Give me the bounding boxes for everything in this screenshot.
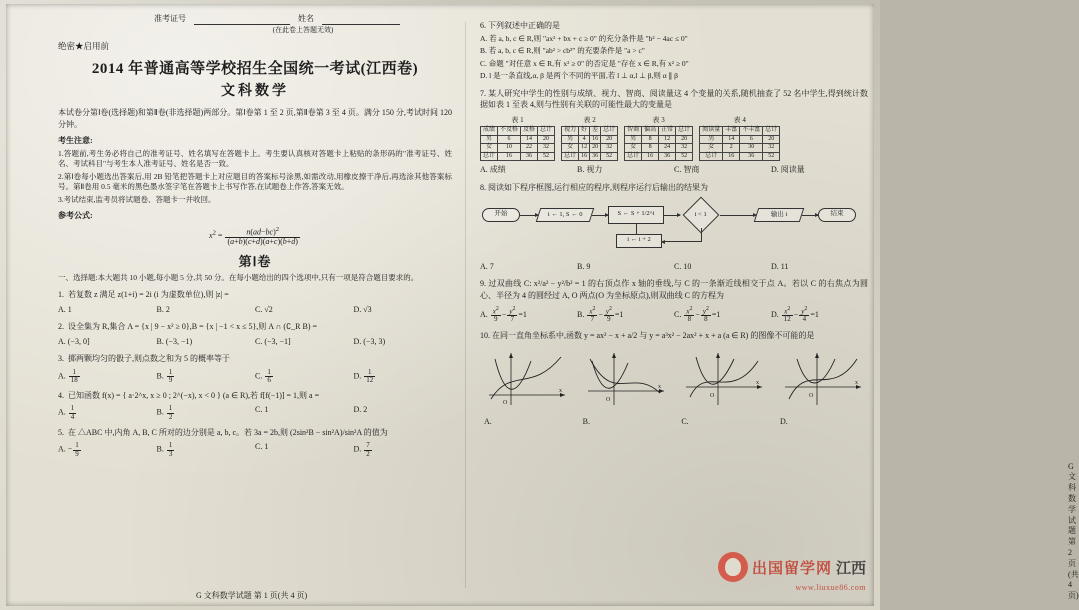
table-row bbox=[562, 135, 618, 144]
q4-option-b[interactable]: B. $\frac{1}{2}$ bbox=[156, 404, 173, 421]
cell: 6 bbox=[740, 135, 763, 144]
cell: 女 bbox=[625, 144, 642, 153]
q7-table-4-caption: 表 4 bbox=[733, 115, 746, 124]
cell: 52 bbox=[676, 152, 693, 161]
chuguo-logo-icon bbox=[718, 552, 748, 582]
question-8-options bbox=[480, 262, 868, 273]
cell: 6 bbox=[498, 135, 521, 144]
cell: 36 bbox=[590, 152, 601, 161]
exam-subject: 文科数学 bbox=[221, 84, 289, 100]
flow-increment-label: i ← i + 2 bbox=[627, 236, 651, 244]
q10-graph-b bbox=[580, 347, 670, 409]
question-3 bbox=[58, 353, 452, 364]
cell: 52 bbox=[538, 152, 555, 161]
cell: 32 bbox=[601, 144, 618, 153]
cell: 总计 bbox=[700, 152, 723, 161]
cell: 20 bbox=[763, 135, 780, 144]
cell: 视力 bbox=[562, 127, 579, 136]
q7-table-1-caption: 表 1 bbox=[511, 115, 524, 124]
question-9-options bbox=[480, 306, 868, 324]
q10-graph-c-wrap[interactable] bbox=[677, 347, 769, 427]
secret-notice: 绝密★启用前 bbox=[58, 41, 110, 52]
question-8-number: 8. bbox=[480, 183, 486, 193]
cell: 男 bbox=[562, 135, 579, 144]
question-4 bbox=[58, 390, 452, 401]
candidate-id-line bbox=[58, 14, 452, 25]
cell: 36 bbox=[659, 152, 676, 161]
watermark bbox=[718, 552, 866, 592]
question-4-text: 已知函数 f(x) = { a·2^x, x ≥ 0 ; 2^(−x), x < 0 } (a ∈ R),若 f[f(−1)] = 1,则 a = bbox=[68, 391, 320, 401]
section-one-instructions: 一、选择题:本大题共 10 小题,每小题 5 分,共 50 分。在每小题给出的四个选项中,只有一项是符合题目要求的。 bbox=[58, 272, 419, 282]
question-2-text: 设全集为 R,集合 A = {x | 9 − x² ≥ 0},B = {x | −1 < x ≤ 5},则 A ∩ (∁_R B) = bbox=[68, 322, 318, 332]
notice-item-2: 2.第Ⅰ卷每小题选出答案后,用 2B 铅笔把答题卡上对应题目的答案标号涂黑,如需改动,用橡皮擦干净后,再选涂其他答案标号。第Ⅱ卷用 0.5 毫米的黑色墨水签字笔在答题卡上书写作答,在试题卷上作答,答案无效。 bbox=[58, 171, 452, 192]
table-row bbox=[700, 135, 780, 144]
cell: 不丰富 bbox=[740, 127, 763, 136]
cell: 总计 bbox=[625, 152, 642, 161]
svg-text:O: O bbox=[808, 393, 814, 400]
q10-graph-options bbox=[480, 347, 868, 427]
q9-option-d[interactable]: D. $\frac{x^2}{12}$ − $\frac{y^2}{4}$ =1 bbox=[771, 305, 819, 324]
cell: 20 bbox=[538, 135, 555, 144]
q6-option-b[interactable]: B. 若 a, b, c ∈ R,则 "ab² > cb²" 的充要条件是 "a > c" bbox=[480, 46, 645, 56]
exam-no-label: 准考证号 bbox=[154, 14, 186, 24]
cell: 12 bbox=[579, 144, 590, 153]
question-10-text: 在同一直角坐标系中,函数 y = ax² − x + a/2 与 y = a³x² − 2ax² + x + a (a ∈ R) 的图像不可能的是 bbox=[492, 330, 815, 340]
q3-option-c[interactable]: C. $\frac{1}{6}$ bbox=[255, 367, 271, 384]
q5-option-a[interactable]: A. − $\frac{1}{9}$ bbox=[58, 441, 79, 458]
question-3-options bbox=[58, 369, 452, 385]
part-one-heading: 第Ⅰ卷 bbox=[238, 254, 272, 270]
notice-item-1: 1.答题前,考生务必将自己的准考证号、姓名填写在答题卡上。考生要认真核对答题卡上粘贴的条形码的"准考证号、姓名、考试科目"与考生本人准考证号、姓名是否一致。 bbox=[58, 148, 452, 169]
flow-arrow-3 bbox=[664, 215, 680, 216]
cell: 差 bbox=[590, 127, 601, 136]
cell: 52 bbox=[601, 152, 618, 161]
q10-graph-d bbox=[777, 347, 867, 409]
cell: 阅读量 bbox=[700, 127, 723, 136]
cell: 不及格 bbox=[498, 127, 521, 136]
table-row bbox=[625, 152, 693, 161]
q7-table-1-wrap bbox=[480, 116, 555, 161]
q10-graph-a bbox=[481, 347, 571, 409]
question-8-text: 阅读如下程序框图,运行相应的程序,则程序运行后输出的结果为 bbox=[488, 183, 708, 193]
cell: 总计 bbox=[601, 127, 618, 136]
cell: 32 bbox=[676, 144, 693, 153]
question-7-number: 7. bbox=[480, 88, 486, 98]
watermark-site: www.liuxue86.com bbox=[795, 583, 866, 592]
cell: 总计 bbox=[763, 127, 780, 136]
flow-condition-label: i < 1 bbox=[695, 210, 707, 218]
cell: 14 bbox=[723, 135, 740, 144]
cell: 2 bbox=[723, 144, 740, 153]
q7-table-3-wrap bbox=[624, 116, 693, 161]
table-row bbox=[700, 127, 780, 136]
cell: 16 bbox=[498, 152, 521, 161]
question-5-text: 在 △ABC 中,内角 A, B, C 所对的边分别是 a, b, c。若 3a = 2b,则 (2sin²B − sin²A)/sin²A 的值为 bbox=[68, 428, 388, 438]
right-page-column bbox=[468, 4, 1079, 606]
q7-table-1 bbox=[480, 126, 555, 161]
cell: 丰富 bbox=[723, 127, 740, 136]
q2-option-b[interactable]: B. (−3, −1) bbox=[156, 336, 193, 346]
notice-title: 考生注意: bbox=[58, 136, 93, 146]
svg-text:x: x bbox=[559, 388, 562, 395]
q5-option-c[interactable]: C. 1 bbox=[255, 442, 269, 452]
footer-right: G 文科数学试题 第 2 页(共 4 页) bbox=[1068, 461, 1079, 601]
cell: 女 bbox=[562, 144, 579, 153]
cell: 16 bbox=[723, 152, 740, 161]
q7-option-b[interactable]: B. 视力 bbox=[577, 165, 603, 175]
q5-option-d[interactable]: D. $\frac{7}{2}$ bbox=[353, 441, 370, 458]
cell: 10 bbox=[498, 144, 521, 153]
cell: 22 bbox=[521, 144, 538, 153]
q1-option-a[interactable]: A. 1 bbox=[58, 304, 72, 314]
question-9 bbox=[480, 278, 868, 301]
question-6-number: 6. bbox=[480, 21, 486, 30]
q9-option-c[interactable]: C. $\frac{x^2}{8}$ − $\frac{y^2}{8}$ =1 bbox=[674, 305, 721, 324]
question-1 bbox=[58, 289, 452, 300]
watermark-region: 江西 bbox=[835, 560, 866, 577]
q4-option-d[interactable]: D. 2 bbox=[353, 405, 368, 415]
flow-assign-label: S ← S + 1/2^i bbox=[617, 210, 655, 218]
flow-output-label: 输出 i bbox=[770, 210, 788, 218]
question-7-text: 某人研究中学生的性别与成绩、视力、智商、阅读量这 4 个变量的关系,随机抽查了 52 名中学生,得到统计数据如表 1 至表 4,则与性别有关联的可能性最大的变量是 bbox=[480, 88, 869, 110]
watermark-row bbox=[718, 552, 866, 582]
question-10 bbox=[480, 330, 868, 342]
flow-arrow-2 bbox=[592, 215, 608, 216]
q4-option-c[interactable]: C. 1 bbox=[255, 405, 269, 415]
cell: 32 bbox=[763, 144, 780, 153]
q7-table-2 bbox=[561, 126, 618, 161]
name-label: 姓名 bbox=[298, 14, 314, 24]
flow-arrow-5 bbox=[802, 215, 818, 216]
cell: 36 bbox=[740, 152, 763, 161]
question-7 bbox=[480, 88, 868, 111]
table-row bbox=[481, 135, 555, 144]
cell: 总计 bbox=[676, 127, 693, 136]
q2-option-d[interactable]: D. (−3, 3) bbox=[353, 336, 386, 346]
paper-sheet bbox=[6, 4, 1079, 606]
q7-table-4 bbox=[699, 126, 780, 161]
q2-option-c[interactable]: C. (−3, −1] bbox=[255, 336, 291, 346]
question-5-number: 5. bbox=[58, 428, 64, 438]
cell: 4 bbox=[579, 135, 590, 144]
cell: 32 bbox=[538, 144, 555, 153]
cell: 24 bbox=[659, 144, 676, 153]
cell: 及格 bbox=[521, 127, 538, 136]
q10-option-b: B. bbox=[582, 416, 590, 426]
q3-option-a[interactable]: A. $\frac{1}{18}$ bbox=[58, 367, 78, 384]
flow-arrow-1 bbox=[520, 215, 538, 216]
table-row bbox=[481, 144, 555, 153]
answer-invalid-note: (在此卷上答题无效) bbox=[272, 26, 334, 34]
svg-text:O: O bbox=[710, 393, 715, 400]
cell: 20 bbox=[676, 135, 693, 144]
q10-option-c: C. bbox=[681, 416, 689, 426]
cell: 智商 bbox=[625, 127, 642, 136]
flow-init-node bbox=[536, 208, 595, 222]
svg-text:x: x bbox=[756, 380, 760, 387]
column-divider bbox=[465, 22, 466, 588]
q9-option-b[interactable]: B. $\frac{x^2}{7}$ − $\frac{y^2}{9}$ =1 bbox=[577, 305, 624, 324]
question-9-text: 过双曲线 C: x²/a² − y²/b² = 1 的右顶点作 x 轴的垂线,与 C 的一条渐近线相交于点 A。若以 C 的右焦点为圆心、半径为 4 的圆经过 A, O 两点(O 为坐标原点),则双曲线 C 的方程为 bbox=[480, 279, 869, 300]
q6-option-a[interactable]: A. 若 a, b, c ∈ R,则 "ax² + bx + c ≥ 0" 的充分条件是 "b² − 4ac ≤ 0" bbox=[480, 33, 688, 43]
q10-graph-a-wrap[interactable] bbox=[480, 347, 572, 427]
exam-title: 2014 年普通高等学校招生全国统一考试(江西卷) bbox=[91, 60, 419, 77]
cell: 女 bbox=[481, 144, 498, 153]
intro-paragraph: 本试卷分第Ⅰ卷(选择题)和第Ⅱ卷(非选择题)两部分。第Ⅰ卷第 1 至 2 页,第Ⅱ卷第 3 至 4 页。满分 150 分,考试时间 120 分钟。 bbox=[58, 108, 452, 129]
cell: 总计 bbox=[538, 127, 555, 136]
notice-item-3: 3.考试结束,监考员将试题卷、答题卡一并收回。 bbox=[58, 194, 216, 204]
flow-assign-node bbox=[608, 206, 664, 224]
reference-formula-title: 参考公式: bbox=[58, 211, 93, 221]
cell: 男 bbox=[625, 135, 642, 144]
q2-option-a[interactable]: A. (−3, 0] bbox=[58, 336, 90, 346]
q7-table-2-wrap bbox=[561, 116, 618, 161]
q9-option-a[interactable]: A. $\frac{x^2}{9}$ − $\frac{y^2}{7}$ =1 bbox=[480, 305, 527, 324]
cell: 好 bbox=[579, 127, 590, 136]
flow-loop-down bbox=[701, 228, 702, 241]
cell: 偏高 bbox=[642, 127, 659, 136]
cell: 女 bbox=[700, 144, 723, 153]
table-row bbox=[625, 127, 693, 136]
question-10-number: 10. bbox=[480, 330, 490, 340]
question-4-options bbox=[58, 405, 452, 421]
cell: 16 bbox=[642, 152, 659, 161]
question-1-number: 1. bbox=[58, 290, 64, 300]
q7-table-3-caption: 表 3 bbox=[652, 115, 665, 124]
question-3-number: 3. bbox=[58, 354, 64, 364]
flow-end-node: 结束 bbox=[818, 208, 856, 222]
table-row bbox=[625, 135, 693, 144]
table-row bbox=[481, 152, 555, 161]
q8-option-a[interactable]: A. 7 bbox=[480, 261, 494, 271]
q10-option-a: A. bbox=[484, 416, 492, 426]
table-row bbox=[562, 127, 618, 136]
flow-increment-node bbox=[616, 234, 662, 248]
q10-option-d: D. bbox=[779, 416, 788, 426]
question-3-text: 掷两颗均匀的骰子,则点数之和为 5 的概率等于 bbox=[68, 354, 230, 364]
flow-init-label: i ← 1, S ← 0 bbox=[547, 210, 583, 218]
q7-table-2-caption: 表 2 bbox=[583, 115, 596, 124]
q8-option-d[interactable]: D. 11 bbox=[771, 261, 789, 271]
cell: 20 bbox=[590, 144, 601, 153]
table-row bbox=[562, 144, 618, 153]
q1-option-d[interactable]: D. √3 bbox=[353, 304, 372, 314]
cell: 男 bbox=[481, 135, 498, 144]
q8-option-c[interactable]: C. 10 bbox=[674, 261, 692, 271]
q4-option-a[interactable]: A. $\frac{1}{4}$ bbox=[58, 404, 75, 421]
q10-graph-b-wrap[interactable] bbox=[579, 347, 671, 427]
exam-no-blank bbox=[194, 14, 290, 25]
cell: 总计 bbox=[562, 152, 579, 161]
cell: 16 bbox=[590, 135, 601, 144]
q7-option-c[interactable]: C. 智商 bbox=[674, 165, 700, 175]
svg-text:O: O bbox=[605, 397, 610, 404]
flow-arrow-4 bbox=[720, 215, 756, 216]
cell: 男 bbox=[700, 135, 723, 144]
q10-graph-c bbox=[678, 347, 768, 409]
q6-option-d[interactable]: D. l 是一条直线,α, β 是两个不同的平面,若 l ⊥ α,l ⊥ β,则 α ∥ β bbox=[480, 71, 678, 81]
table-row bbox=[625, 144, 693, 153]
table-row bbox=[700, 152, 780, 161]
footer-left: G 文科数学试题 第 1 页(共 4 页) bbox=[196, 591, 308, 601]
cell: 52 bbox=[763, 152, 780, 161]
q8-flowchart bbox=[480, 200, 868, 258]
question-2 bbox=[58, 321, 452, 332]
flow-loop-left bbox=[662, 241, 702, 242]
q3-option-d[interactable]: D. $\frac{1}{12}$ bbox=[353, 367, 374, 384]
svg-text:x: x bbox=[854, 380, 858, 387]
table-row bbox=[700, 144, 780, 153]
cell: 30 bbox=[740, 144, 763, 153]
q7-table-4-wrap bbox=[699, 116, 780, 161]
q6-option-c[interactable]: C. 命题 "对任意 x ∈ R,有 x² ≥ 0" 的否定是 "存在 x ∈ R,有 x² ≥ 0" bbox=[480, 58, 689, 68]
q1-option-b[interactable]: B. 2 bbox=[156, 304, 170, 314]
question-5-options bbox=[58, 442, 452, 458]
cell: 16 bbox=[579, 152, 590, 161]
question-1-options bbox=[58, 305, 452, 316]
q7-table-3 bbox=[624, 126, 693, 161]
question-2-number: 2. bbox=[58, 322, 64, 332]
cell: 8 bbox=[642, 144, 659, 153]
cell: 8 bbox=[642, 135, 659, 144]
question-4-number: 4. bbox=[58, 391, 64, 401]
cell: 36 bbox=[521, 152, 538, 161]
svg-text:x: x bbox=[657, 384, 661, 391]
cell: 正常 bbox=[659, 127, 676, 136]
left-page-column bbox=[46, 4, 464, 606]
question-7-options bbox=[480, 165, 868, 176]
svg-text:O: O bbox=[503, 400, 508, 407]
cell: 成绩 bbox=[481, 127, 498, 136]
cell: 12 bbox=[659, 135, 676, 144]
flow-start-node: 开始 bbox=[482, 208, 520, 222]
question-9-number: 9. bbox=[480, 279, 486, 289]
cell: 14 bbox=[521, 135, 538, 144]
q10-graph-d-wrap[interactable] bbox=[776, 347, 868, 427]
watermark-brand: 出国留学网 bbox=[751, 560, 832, 577]
question-6 bbox=[480, 20, 868, 32]
q8-option-b[interactable]: B. 9 bbox=[577, 261, 591, 271]
question-1-text: 若复数 z 满足 z(1+i) = 2i (i 为虚数单位),则 |z| = bbox=[68, 290, 229, 300]
q3-option-b[interactable]: B. $\frac{1}{9}$ bbox=[156, 367, 173, 384]
question-2-options bbox=[58, 337, 452, 348]
name-blank bbox=[322, 14, 400, 25]
question-8 bbox=[480, 182, 868, 194]
question-5 bbox=[58, 427, 452, 438]
cell: 总计 bbox=[481, 152, 498, 161]
table-row bbox=[562, 152, 618, 161]
question-6-text: 下列叙述中正确的是 bbox=[488, 21, 560, 30]
cell: 20 bbox=[601, 135, 618, 144]
flow-loop-up bbox=[636, 224, 637, 234]
q7-option-d[interactable]: D. 阅读量 bbox=[771, 165, 805, 175]
flow-output-node bbox=[754, 208, 805, 222]
q7-option-a[interactable]: A. 成绩 bbox=[480, 165, 506, 175]
q1-option-c[interactable]: C. √2 bbox=[255, 304, 273, 314]
reference-formula: $x^2$ = $\frac{n(ad-bc)^2}{(a+b)(c+d)(a+c)(b+d)}$ bbox=[209, 225, 298, 246]
q5-option-b[interactable]: B. $\frac{1}{3}$ bbox=[156, 441, 173, 458]
q7-tables bbox=[480, 116, 868, 161]
table-row bbox=[481, 127, 555, 136]
